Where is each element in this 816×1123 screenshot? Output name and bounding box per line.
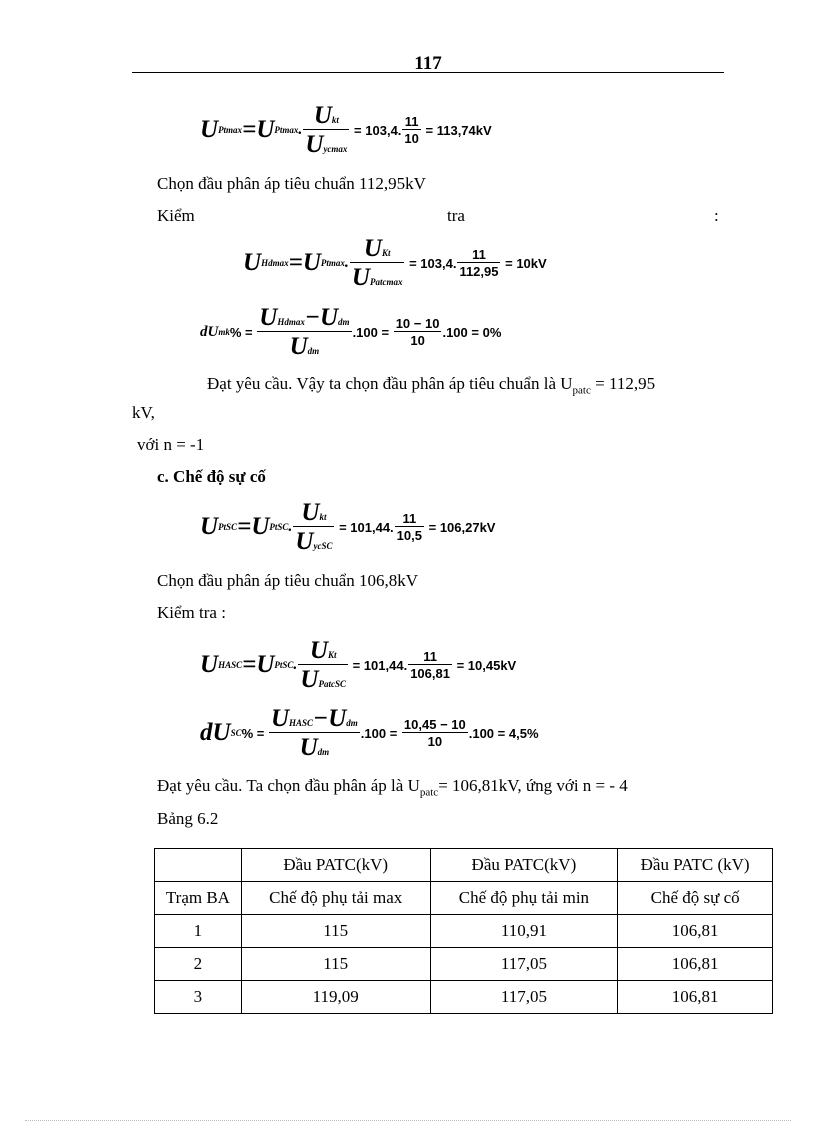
equation-6: dU SC % = $\frac{\text{UHASC−Udm}}{\text{Udm}}$ .100 = $\frac{10,45 - 10}{10}$ .100 = 4,5% [200, 705, 539, 761]
table-cell: 115 [241, 915, 430, 948]
table-header-row-1 [155, 849, 773, 882]
table-header-cell: Đầu PATC(kV) [430, 849, 618, 882]
footer-dotted-line [25, 1120, 791, 1121]
table-row [155, 948, 773, 981]
table-row [155, 915, 773, 948]
equation-3: dU mk % = $\frac{\text{UHdmax−Udm}}{\text{Udm}}$ .100 = $\frac{10 - 10}{10}$ .100 = 0% [200, 304, 502, 360]
paragraph-1-cont: kV, [132, 403, 155, 422]
header-rule [132, 72, 724, 73]
text-line-4: Chọn đầu phân áp tiêu chuẩn 106,8kV [157, 571, 419, 590]
table-cell: 106,81 [618, 915, 773, 948]
table-cell: 1 [155, 915, 242, 948]
text-line-1: Chọn đầu phân áp tiêu chuẩn 112,95kV [157, 174, 426, 193]
table-header-cell: Chế độ phụ tải max [241, 882, 430, 915]
equation-1: U Ptmax = U Ptmax . $\frac{\text{Ukt}}{\text{Uycmax}}$ = 103,4. $\frac{11}{10}$ = 113,74kV [200, 102, 492, 158]
table-header-row-2 [155, 882, 773, 915]
table-cell: 106,81 [618, 981, 773, 1014]
table-cell: 117,05 [430, 981, 618, 1014]
table-header-cell: Đầu PATC (kV) [618, 849, 773, 882]
table-row [155, 981, 773, 1014]
table-caption: Bảng 6.2 [157, 809, 219, 828]
table-header-cell: Đầu PATC(kV) [241, 849, 430, 882]
table-cell: 106,81 [618, 948, 773, 981]
section-heading-c: c. Chế độ sự cố [157, 467, 266, 486]
text-line-3: với n = -1 [137, 435, 205, 454]
paragraph-2: Đạt yêu cầu. Ta chọn đầu phân áp là $U_{patc}= 106,81kV$, ứng với n = - 4 [157, 776, 628, 799]
equation-4: U PtSC = U PtSC . $\frac{\text{Ukt}}{\text{UycSC}}$ = 101,44. $\frac{11}{10,5}$ = 106,27kV [200, 499, 496, 555]
text-line-5: Kiểm tra : [157, 603, 226, 622]
paragraph-1: Đạt yêu cầu. Vậy ta chọn đầu phân áp tiêu chuẩn là $U_{patc} = 112,95$ [207, 374, 656, 397]
table-header-cell: Chế độ sự cố [618, 882, 773, 915]
text-kiem: Kiểm [157, 206, 195, 225]
table-cell: 3 [155, 981, 242, 1014]
equation-5: U HASC = U PtSC . $\frac{\text{UKt}}{\text{UPatcSC}}$ = 101,44. $\frac{11}{106,81}$ = 10,45kV [200, 637, 517, 693]
table-header-cell: Chế độ phụ tải min [430, 882, 618, 915]
table-header-cell: Trạm BA [155, 882, 242, 915]
table-cell: 2 [155, 948, 242, 981]
table-cell: 115 [241, 948, 430, 981]
table-cell: 119,09 [241, 981, 430, 1014]
page-number: 117 [414, 53, 442, 74]
table-cell: 110,91 [430, 915, 618, 948]
equation-2: U Hdmax = U Ptmax . $\frac{\text{UKt}}{\text{UPatcmax}}$ = 103,4. $\frac{11}{112,95}$ = 10kV [243, 235, 547, 291]
table-cell: 117,05 [430, 948, 618, 981]
text-tra: tra [447, 206, 465, 225]
table-header-cell [155, 849, 242, 882]
data-table [154, 848, 773, 1014]
text-colon: : [714, 206, 719, 225]
